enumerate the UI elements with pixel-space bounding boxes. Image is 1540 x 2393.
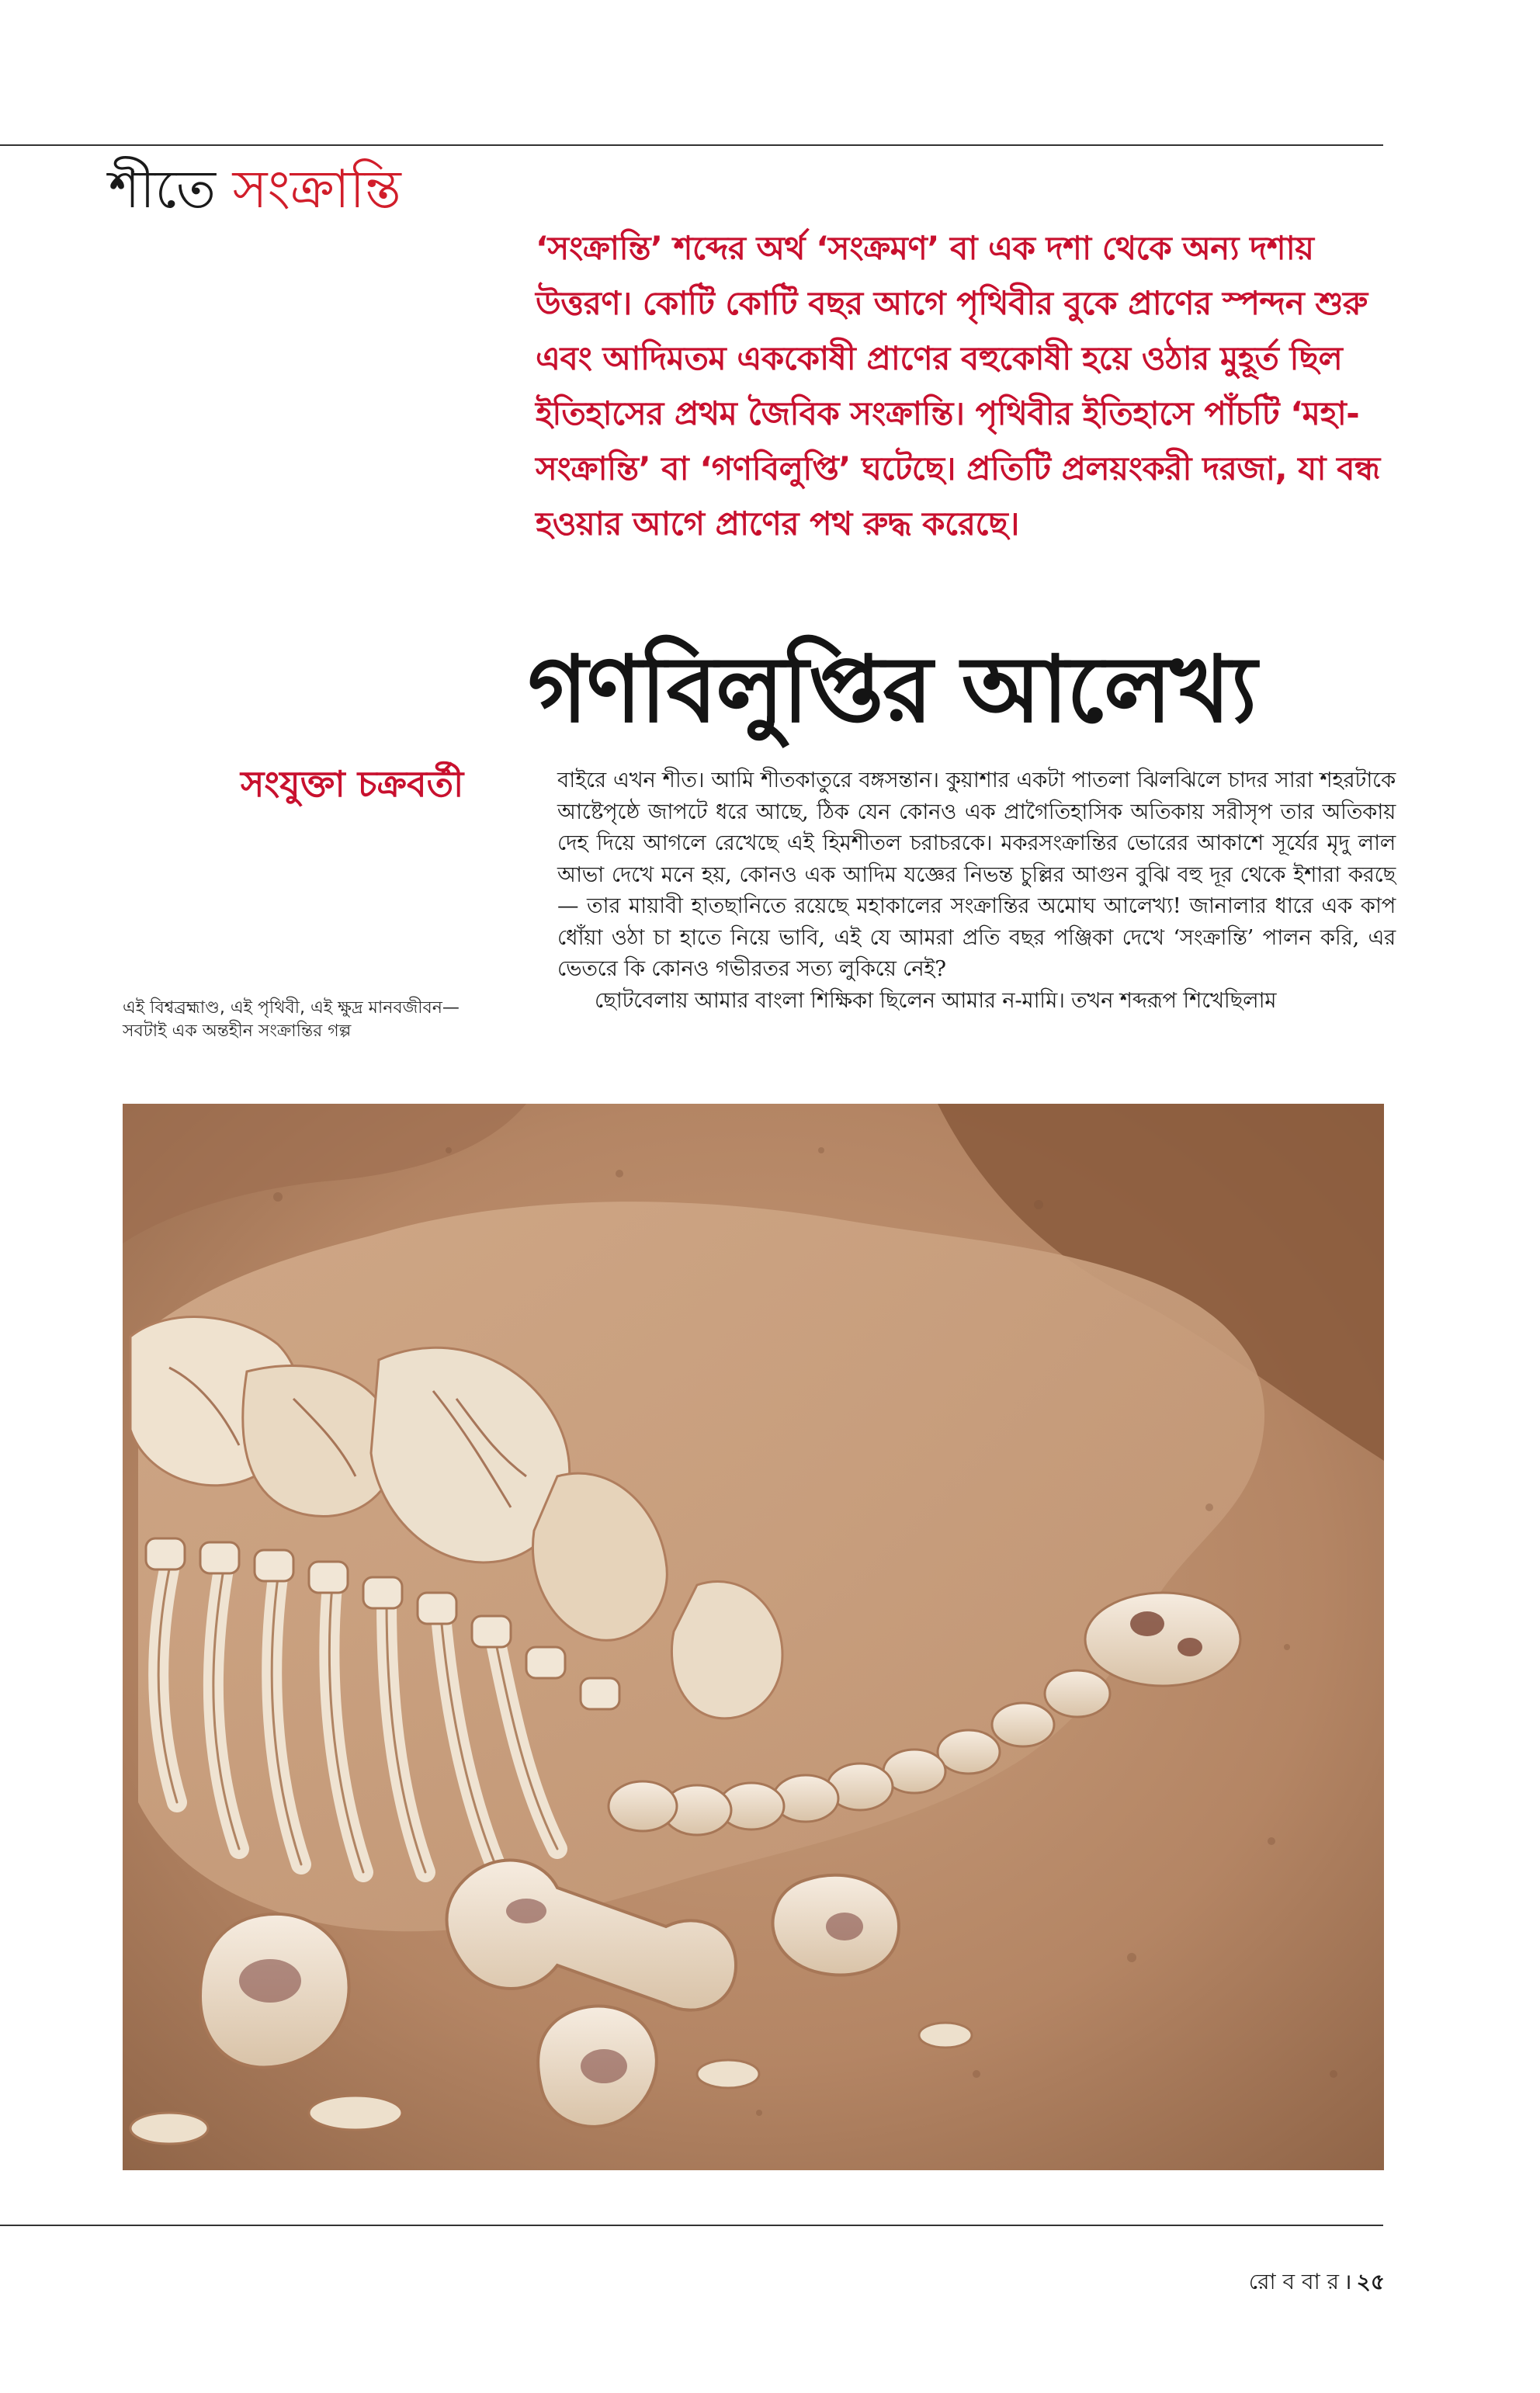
byline: সংযুক্তা চক্রবর্তী	[241, 763, 464, 805]
section-heading	[109, 155, 401, 225]
section-heading-word-1: শীতে	[109, 159, 217, 220]
body-paragraph-1: বাইরে এখন শীত। আমি শীতকাতুরে বঙ্গসন্তান। কুয়াশার একটা পাতলা ঝিলঝিলে চাদর সারা শহরটাকে আষ্টেপৃষ্ঠে জাপটে ধরে আছে, ঠিক যেন কোনও এক প্রাগৈতিহাসিক অতিকায় সরীসৃপ তার অতিকায় দেহ দিয়ে আগলে রেখেছে এই হিমশীতল চরাচরকে। মকরসংক্রান্তির ভোরের আকাশে সূর্যের মৃদু লাল আভা দেখে মনে হয়, কোনও এক আদিম যজ্ঞের নিভন্ত চুল্লির আগুন বুঝি বহু দূর থেকে ইশারা করছে— তার মায়াবী হাতছানিতে রয়েছে মহাকালের সংক্রান্তির অমোঘ আলেখ্য! জানালার ধারে এক কাপ ধোঁয়া ওঠা চা হাতে নিয়ে ভাবি, এই যে আমরা প্রতি বছর পঞ্জিকা দেখে ‘সংক্রান্তি’ পালন করি, এর ভেতরে কি কোনও গভীরতর সত্য লুকিয়ে নেই?	[557, 768, 1396, 981]
body-paragraph-2: ছোটবেলায় আমার বাংলা শিক্ষিকা ছিলেন আমার ন-মামি। তখন শব্দরূপ শিখেছিলাম	[595, 987, 1277, 1013]
top-rule	[0, 144, 1383, 146]
page-folio	[1249, 2266, 1385, 2298]
fossil-illustration	[123, 1104, 1384, 2170]
photo-caption: এই বিশ্বব্রহ্মাণ্ড, এই পৃথিবী, এই ক্ষুদ্র মানবজীবন— সবটাই এক অন্তহীন সংক্রান্তির গল্প	[123, 998, 460, 1041]
folio-page-number: ২৫	[1356, 2269, 1385, 2294]
folio-separator: ।	[1344, 2269, 1352, 2294]
article-body	[557, 765, 1396, 1016]
headline: গণবিলুপ্তির আলেখ্য	[528, 636, 1256, 743]
section-heading-word-2: সংক্রান্তি	[232, 159, 401, 220]
fossil-skeleton-photo	[123, 1104, 1384, 2170]
standfirst: ‘সংক্রান্তি’ শব্দের অর্থ ‘সংক্রমণ’ বা এক দশা থেকে অন্য দশায় উত্তরণ। কোটি কোটি বছর আগে পৃথিবীর বুকে প্রাণের স্পন্দন শুরু এবং আদিমতম এককোষী প্রাণের বহুকোষী হয়ে ওঠার মুহূর্ত ছিল ইতিহাসের প্রথম জৈবিক সংক্রান্তি। পৃথিবীর ইতিহাসে পাঁচটি ‘মহা-সংক্রান্তি’ বা ‘গণবিলুপ্তি’ ঘটেছে। প্রতিটি প্রলয়ংকরী দরজা, যা বন্ধ হওয়ার আগে প্রাণের পথ রুদ্ধ করেছে।	[536, 229, 1380, 543]
folio-magazine-name: রো ব বা র	[1248, 2269, 1339, 2294]
bottom-rule	[0, 2225, 1383, 2226]
